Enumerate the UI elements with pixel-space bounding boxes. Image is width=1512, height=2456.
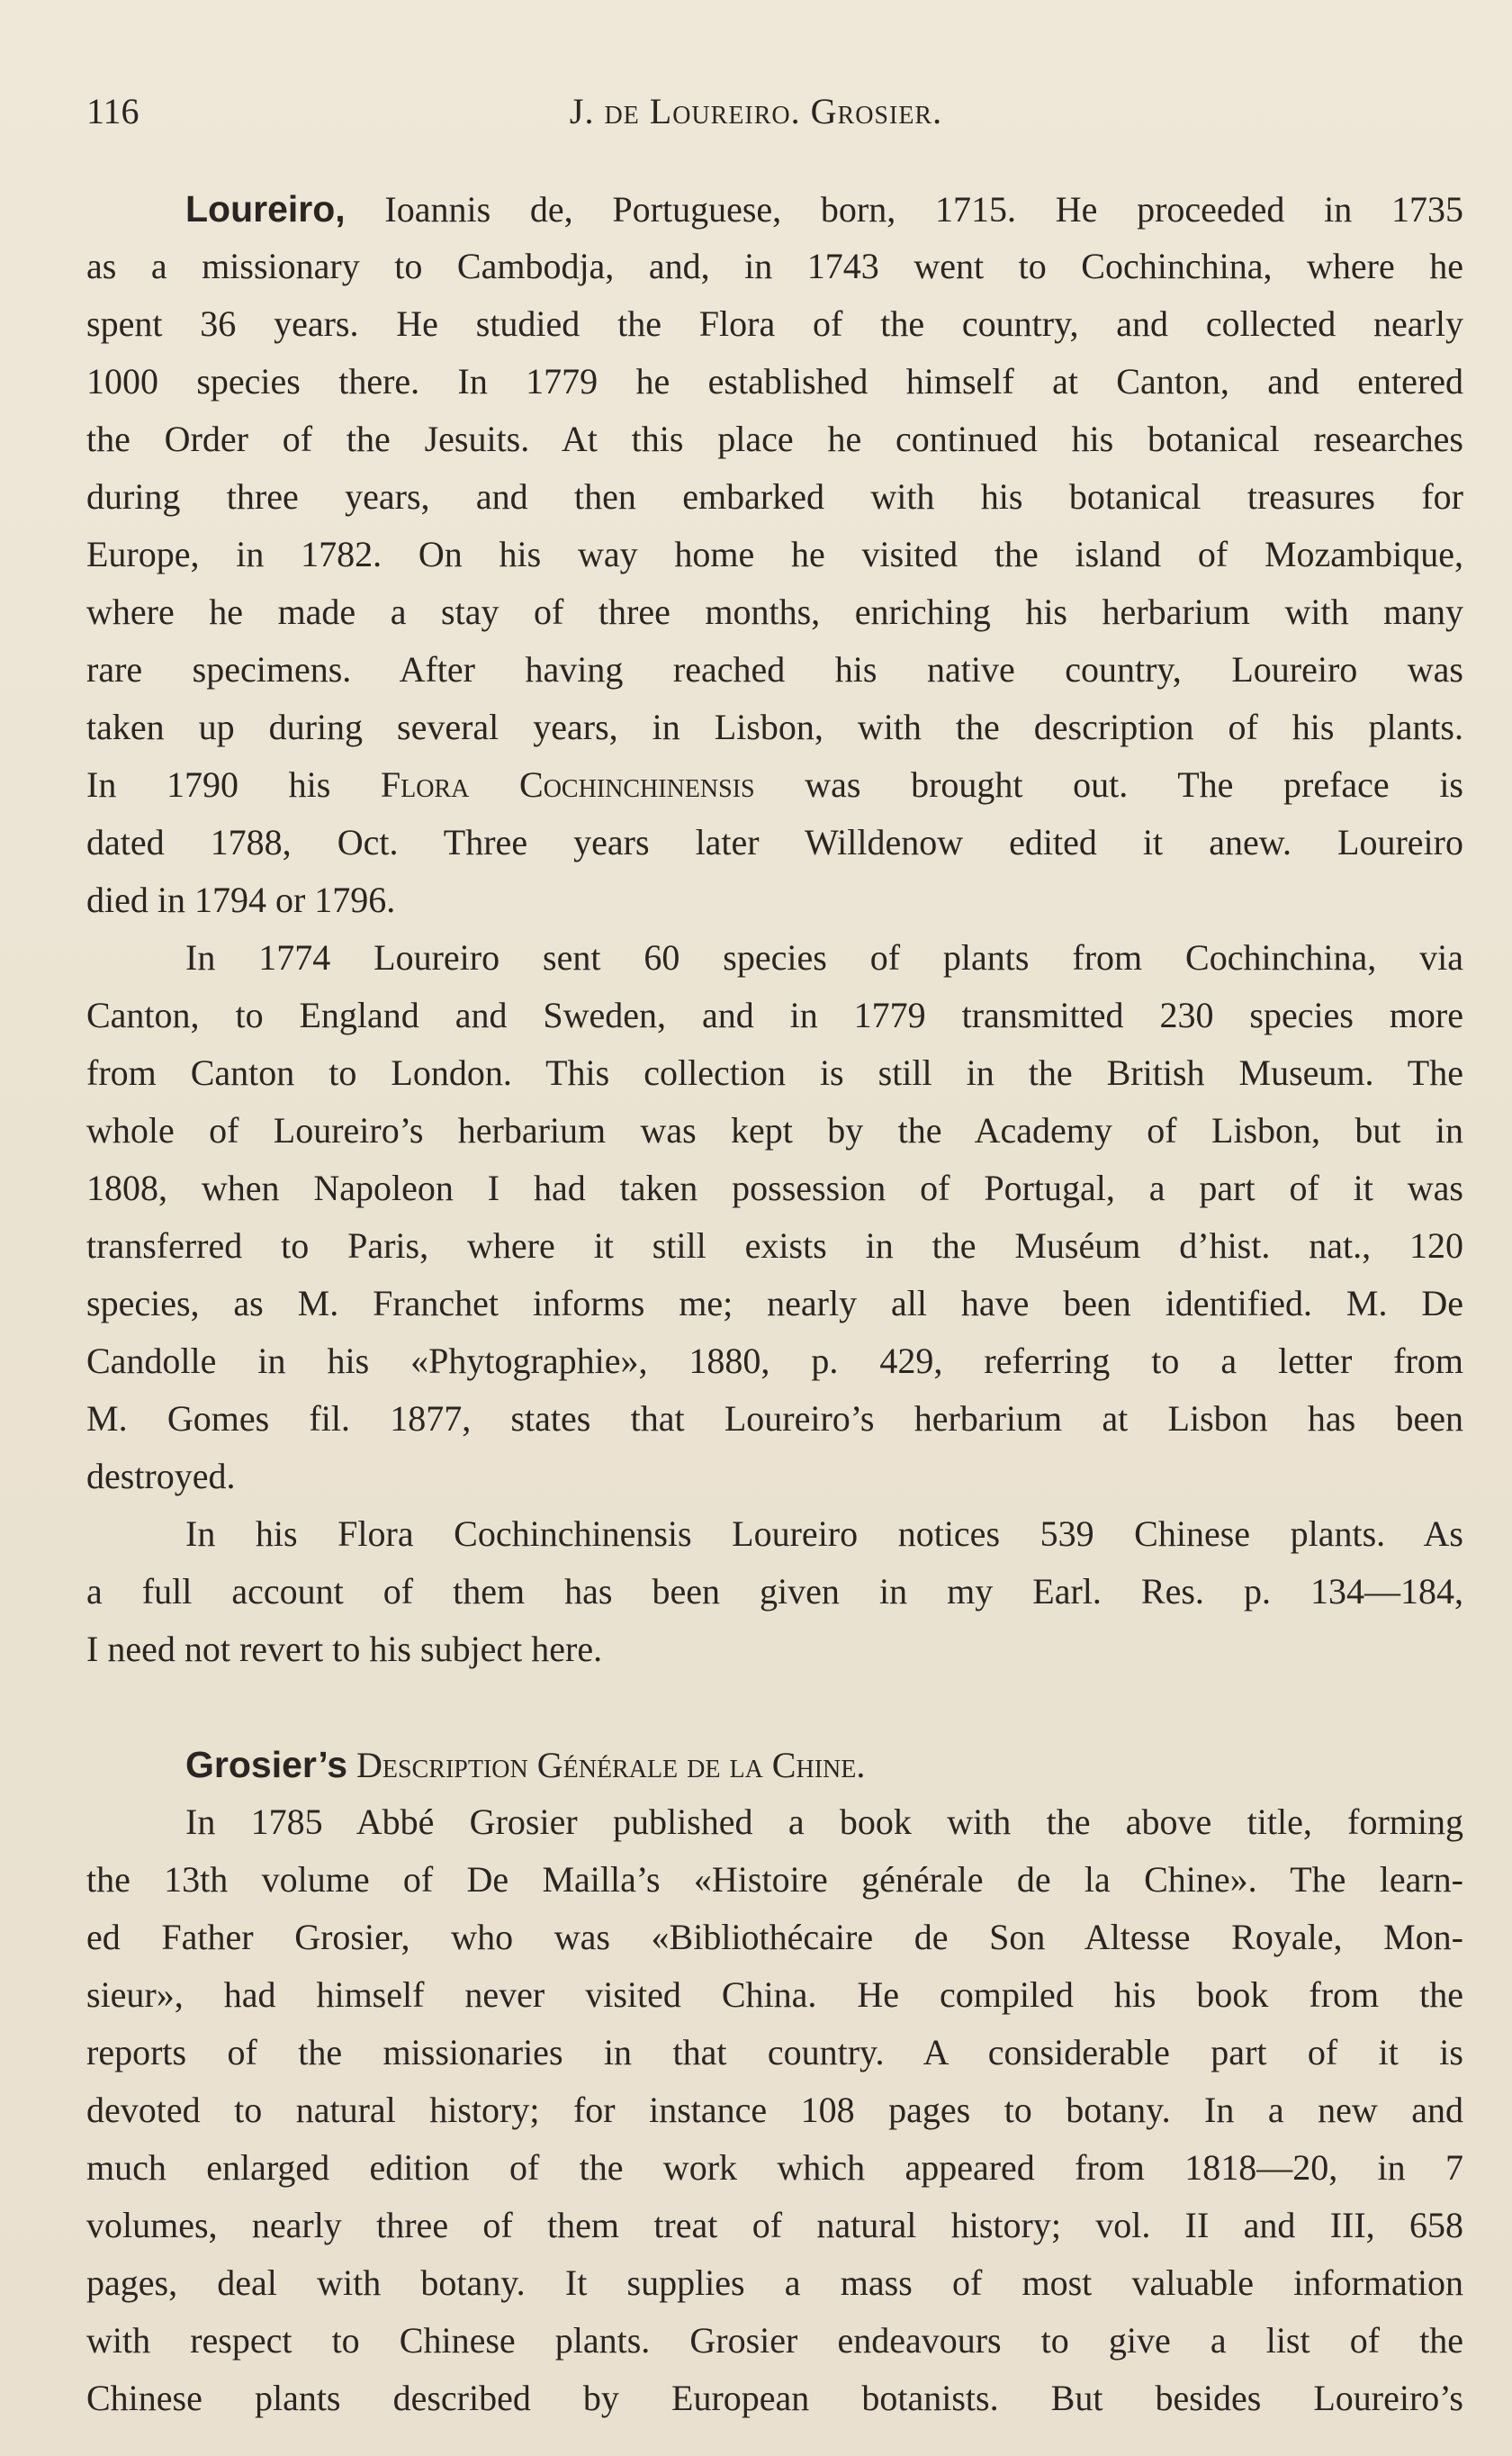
text-line: Loureiro, Ioannis de, Portuguese, born, 1715. He proceeded in 1735: [185, 188, 1463, 230]
running-head: J. de Loureiro. Grosier.: [569, 91, 943, 131]
text-line: reports of the missionaries in that country. A considerable part of it is: [86, 2032, 1463, 2072]
section-heading-grosier: [86, 1736, 1463, 1793]
text-line: during three years, and then embarked with his botanical treasures for: [86, 476, 1463, 517]
text-line: 1808, when Napoleon I had taken possession of Portugal, a part of it was: [86, 1168, 1463, 1208]
text-line: with respect to Chinese plants. Grosier endeavours to give a list of the: [86, 2320, 1463, 2361]
entry-name-loureiro: Loureiro,: [185, 188, 346, 230]
text-line: transferred to Paris, where it still exists in the Muséum d’hist. nat., 120: [86, 1225, 1463, 1266]
text-line: whole of Loureiro’s herbarium was kept by the Academy of Lisbon, but in: [86, 1110, 1463, 1151]
text-line: much enlarged edition of the work which appeared from 1818—20, in 7: [86, 2147, 1463, 2188]
body-text: [86, 180, 1463, 2427]
book-title-description: Description Générale de la Chine.: [347, 1745, 866, 1785]
text-line: sieur», had himself never visited China. He compiled his book from the: [86, 1974, 1463, 2015]
text-line: Chinese plants described by European botanists. But besides Loureiro’s: [86, 2378, 1463, 2418]
text-line: volumes, nearly three of them treat of natural history; vol. II and III, 658: [86, 2205, 1463, 2245]
text-line: species, as M. Franchet informs me; nearly all have been identified. M. De: [86, 1283, 1463, 1323]
text-line: a full account of them has been given in my Earl. Res. p. 134—184,: [86, 1571, 1463, 1612]
text-line: where he made a stay of three months, enriching his herbarium with many: [86, 591, 1463, 632]
page-header: [86, 90, 1426, 144]
page-number: 116: [86, 91, 140, 131]
text-line: from Canton to London. This collection is still in the British Museum. The: [86, 1052, 1463, 1093]
text-line: dated 1788, Oct. Three years later Willdenow edited it anew. Loureiro: [86, 822, 1463, 862]
text-line: In 1790 his Flora Cochinchinensis was brought out. The preface is: [86, 764, 1463, 805]
section-gap: [86, 1678, 1463, 1736]
text-line: as a missionary to Cambodja, and, in 1743 went to Cochinchina, where he: [86, 246, 1463, 286]
text-line: pages, deal with botany. It supplies a mass of most valuable information: [86, 2262, 1463, 2303]
text-line: ed Father Grosier, who was «Bibliothécaire de Son Altesse Royale, Mon-: [86, 1917, 1463, 1957]
text-line: I need not revert to his subject here.: [86, 1629, 603, 1669]
book-title-flora: Flora Cochinchinensis: [380, 764, 755, 805]
text-line: In his Flora Cochinchinensis Loureiro notices 539 Chinese plants. As: [185, 1513, 1463, 1554]
text-line: the Order of the Jesuits. At this place he continued his botanical researches: [86, 419, 1463, 459]
text-line: destroyed.: [86, 1456, 236, 1496]
text-line: Europe, in 1782. On his way home he visited the island of Mozambique,: [86, 534, 1463, 574]
text-line: the 13th volume of De Mailla’s «Histoire générale de la Chine». The learn-: [86, 1859, 1463, 1900]
text-line: died in 1794 or 1796.: [86, 880, 396, 920]
text-line: spent 36 years. He studied the Flora of the country, and collected nearly: [86, 303, 1463, 344]
text-line: taken up during several years, in Lisbon, with the description of his plants.: [86, 707, 1463, 747]
text-line: In 1785 Abbé Grosier published a book with the above title, forming: [185, 1801, 1463, 1842]
text-line: In 1774 Loureiro sent 60 species of plants from Cochinchina, via: [185, 937, 1463, 978]
entry-name-grosier: Grosier’s: [185, 1744, 348, 1785]
text-line: M. Gomes fil. 1877, states that Loureiro’s herbarium at Lisbon has been: [86, 1398, 1463, 1439]
text-line: 1000 species there. In 1779 he established himself at Canton, and entered: [86, 361, 1463, 402]
text-line: Canton, to England and Sweden, and in 1779 transmitted 230 species more: [86, 995, 1463, 1035]
text-line: Candolle in his «Phytographie», 1880, p. 429, referring to a letter from: [86, 1341, 1463, 1381]
text-line: devoted to natural history; for instance 108 pages to botany. In a new and: [86, 2090, 1463, 2130]
text-line: rare specimens. After having reached his native country, Loureiro was: [86, 649, 1463, 690]
